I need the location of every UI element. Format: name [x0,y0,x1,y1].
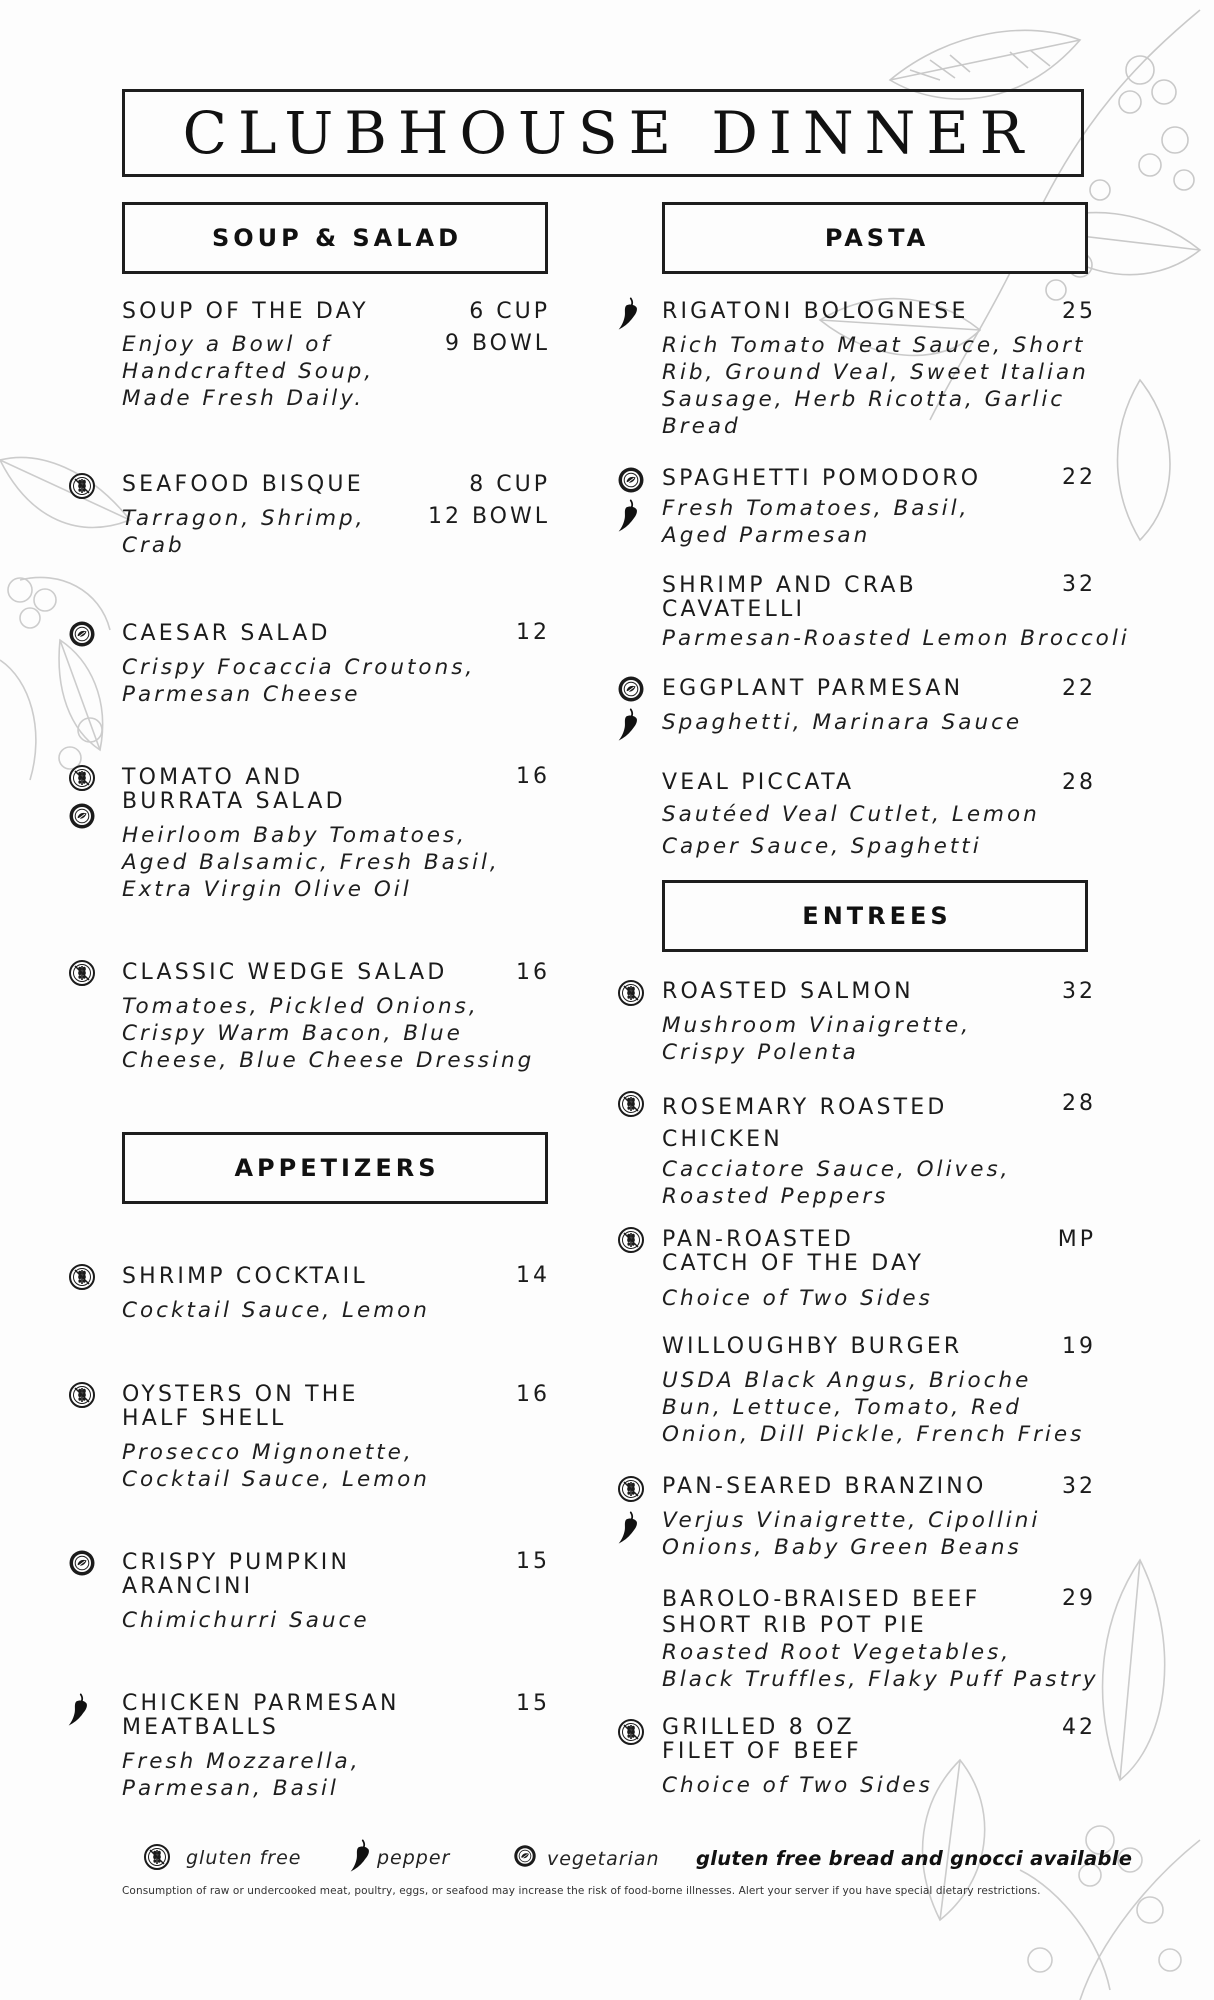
item-description: Cacciatore Sauce, Olives, Roasted Peppers [662,1157,1011,1209]
item-name: EGGPLANT PARMESAN [662,676,964,701]
section-header-entrees [662,880,1088,952]
item-price: 32 [1062,572,1096,597]
section-title: PASTA [824,224,930,252]
menu-item-pan-roasted-catch [662,1228,933,1312]
item-description: Rich Tomato Meat Sauce, Short Rib, Ground Veal, Sweet Italian Sausage, Herb Ricotta, Garlic Bread [662,333,1089,439]
gluten-free-icon [617,1226,645,1254]
menu-title-box [122,89,1084,177]
gluten-free-icon [68,1381,96,1409]
item-description: Fresh Mozzarella, Parmesan, Basil [122,1749,361,1801]
item-price: 42 [1062,1715,1096,1740]
pepper-icon [616,707,642,743]
menu-item-grilled-filet-of-beef [662,1716,933,1799]
menu-item-chicken-parmesan-meatballs [122,1692,400,1802]
menu-item-eggplant-parmesan [662,677,1022,736]
menu-item-shrimp-crab-cavatelli [662,574,1130,652]
pepper-icon [616,296,642,332]
menu-item-oysters-half-shell [122,1383,430,1493]
item-description: Parmesan-Roasted Lemon Broccoli [662,626,1130,651]
item-description: Cocktail Sauce, Lemon [122,1298,430,1323]
item-name: SPAGHETTI POMODORO [662,466,982,491]
item-name: SOUP OF THE DAY [122,299,369,324]
vegetarian-icon [513,1844,537,1868]
menu-item-rosemary-roasted-chicken [662,1092,1011,1210]
item-price: 8 CUP 12 BOWL [427,472,550,529]
item-price: 32 [1062,1474,1096,1499]
item-description: Roasted Root Vegetables, Black Truffles, Flaky Puff Pastry [662,1640,1099,1692]
item-name: PAN-SEARED BRANZINO [662,1474,987,1499]
item-price: 16 [516,1382,550,1407]
item-name: CAESAR SALAD [122,621,331,646]
item-description: Crispy Focaccia Croutons, Parmesan Cheese [122,655,476,707]
item-price: 12 [516,620,550,645]
vegetarian-icon [617,466,645,494]
item-name: ROSEMARY ROASTED CHICKEN [662,1095,948,1152]
item-description: Choice of Two Sides [662,1773,933,1798]
item-price: 15 [516,1549,550,1574]
item-name: WILLOUGHBY BURGER [662,1334,963,1359]
gluten-free-icon [143,1843,171,1871]
section-title: APPETIZERS [234,1154,440,1182]
item-description: Chimichurri Sauce [122,1608,370,1633]
item-description: Mushroom Vinaigrette, Crispy Polenta [662,1013,972,1065]
section-header-soup-salad [122,202,548,274]
item-description: Heirloom Baby Tomatoes, Aged Balsamic, Fresh Basil, Extra Virgin Olive Oil [122,823,500,902]
item-description: Spaghetti, Marinara Sauce [662,710,1023,735]
menu-item-barolo-short-rib-pot-pie [662,1587,1099,1693]
item-price: 22 [1062,676,1096,701]
item-price: 6 CUP 9 BOWL [444,299,550,356]
item-price: MP [1057,1227,1096,1252]
pepper-icon [66,1692,92,1728]
section-title: SOUP & SALAD [211,224,463,252]
item-name: OYSTERS ON THE HALF SHELL [122,1382,359,1431]
menu-item-soup-of-the-day [122,300,374,412]
item-price: 19 [1062,1334,1096,1359]
gluten-free-icon [617,979,645,1007]
item-description: Verjus Vinaigrette, Cipollini Onions, Baby Green Beans [662,1508,1041,1560]
vegetarian-icon [617,675,645,703]
item-price: 28 [1062,1091,1096,1116]
item-price: 29 [1062,1586,1096,1611]
legend-gluten-free-note: gluten free bread and gnocci available [696,1847,1133,1870]
pepper-icon [616,1510,642,1546]
item-description: Tomatoes, Pickled Onions, Crispy Warm Bacon, Blue Cheese, Blue Cheese Dressing [122,994,535,1073]
item-description: Enjoy a Bowl of Handcrafted Soup, Made Fresh Daily. [122,332,375,411]
menu-item-spaghetti-pomodoro [662,467,981,549]
item-price: 25 [1062,299,1096,324]
gluten-free-icon [68,959,96,987]
item-price: 16 [516,764,550,789]
item-name: SEAFOOD BISQUE [122,472,364,497]
menu-item-veal-piccata [662,771,1040,863]
vegetarian-icon [68,1549,96,1577]
item-name: CHICKEN PARMESAN MEATBALLS [122,1691,400,1740]
item-name: ROASTED SALMON [662,979,914,1004]
item-description: Fresh Tomatoes, Basil, Aged Parmesan [662,496,970,548]
gluten-free-icon [68,764,96,792]
item-price: 32 [1062,979,1096,1004]
pepper-icon [616,498,642,534]
menu-item-shrimp-cocktail [122,1265,430,1324]
food-safety-disclaimer: Consumption of raw or undercooked meat, poultry, eggs, or seafood may increase the risk of food-borne illnesses. Alert your server if you have special dietary restrictions. [122,1885,1041,1897]
legend-gluten-free: gluten free [186,1847,302,1869]
item-name: PAN-ROASTED CATCH OF THE DAY [662,1227,925,1276]
vegetarian-icon [68,620,96,648]
item-description: Tarragon, Shrimp, Crab [122,506,366,558]
item-price: 15 [516,1691,550,1716]
section-header-pasta [662,202,1088,274]
menu-item-crispy-pumpkin-arancini [122,1551,370,1634]
legend-vegetarian: vegetarian [547,1848,660,1870]
pepper-icon [348,1838,374,1874]
item-price: 14 [516,1263,550,1288]
menu-item-seafood-bisque [122,473,366,559]
item-name: RIGATONI BOLOGNESE [662,299,969,324]
item-name: GRILLED 8 OZ FILET OF BEEF [662,1715,862,1764]
gluten-free-icon [68,472,96,500]
item-description: Prosecco Mignonette, Cocktail Sauce, Lemon [122,1440,430,1492]
section-title: ENTREES [802,902,952,930]
menu-item-rigatoni-bolognese [662,300,1089,440]
item-description: USDA Black Angus, Brioche Bun, Lettuce, Tomato, Red Onion, Dill Pickle, French Fries [662,1368,1085,1447]
gluten-free-icon [617,1718,645,1746]
vegetarian-icon [68,802,96,830]
menu-item-classic-wedge-salad [122,961,534,1074]
item-description: Sautéed Veal Cutlet, Lemon Caper Sauce, Spaghetti [662,802,1040,859]
item-price: 28 [1062,770,1096,795]
gluten-free-icon [617,1475,645,1503]
item-name: SHRIMP AND CRAB CAVATELLI [662,573,917,622]
gluten-free-icon [68,1263,96,1291]
item-name: TOMATO AND BURRATA SALAD [122,765,346,814]
item-name: CLASSIC WEDGE SALAD [122,960,448,985]
item-name: BAROLO-BRAISED BEEF SHORT RIB POT PIE [662,1587,981,1638]
item-name: VEAL PICCATA [662,770,855,795]
item-name: SHRIMP COCKTAIL [122,1264,368,1289]
menu-item-pan-seared-branzino [662,1475,1040,1561]
menu-item-willoughby-burger [662,1335,1084,1448]
menu-item-roasted-salmon [662,980,971,1066]
section-header-appetizers [122,1132,548,1204]
gluten-free-icon [617,1090,645,1118]
item-description: Choice of Two Sides [662,1286,933,1311]
menu-item-caesar-salad [122,622,475,708]
legend-pepper: pepper [377,1847,451,1869]
item-price: 22 [1062,465,1096,490]
item-name: CRISPY PUMPKIN ARANCINI [122,1550,351,1599]
item-price: 16 [516,960,550,985]
menu-item-tomato-burrata-salad [122,766,500,903]
menu-title: CLUBHOUSE DINNER [182,99,1035,167]
